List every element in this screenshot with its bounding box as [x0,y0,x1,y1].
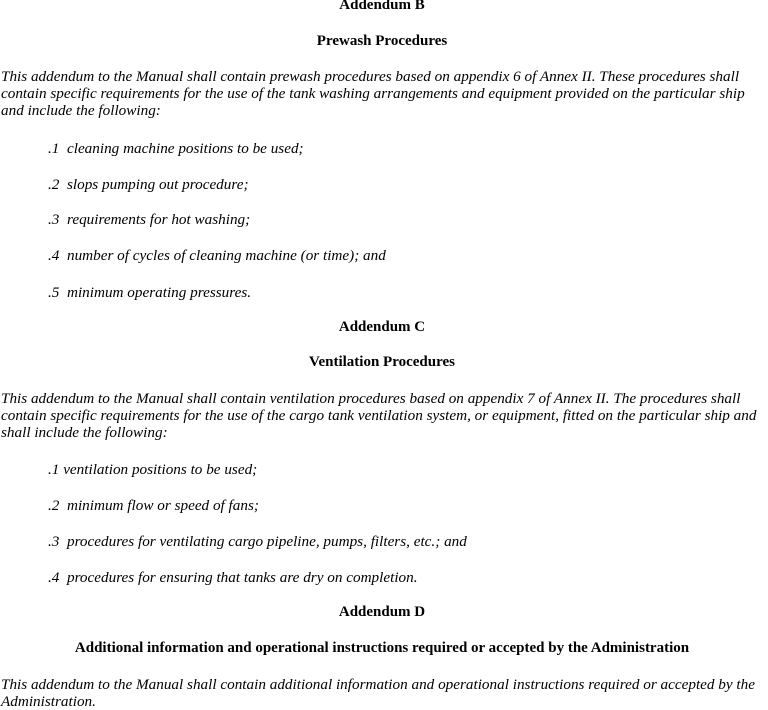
addendum-c-item-1: .1 ventilation positions to be used; [48,461,258,478]
addendum-b-item-2: .2 slops pumping out procedure; [48,176,249,193]
addendum-c-item-2: .2 minimum flow or speed of fans; [48,497,259,514]
addendum-c-item-3: .3 procedures for ventilating cargo pipeline, pumps, filters, etc.; and [48,533,467,550]
addendum-b-title: Addendum B [339,0,425,13]
addendum-c-subtitle: Ventilation Procedures [309,354,455,370]
addendum-c-title: Addendum C [338,319,426,335]
addendum-b-item-5: .5 minimum operating pressures. [48,284,252,301]
addendum-b-item-1: .1 cleaning machine positions to be used; [48,140,304,157]
addendum-b-item-4: .4 number of cycles of cleaning machine (or time); and [48,247,386,264]
addendum-c-item-4: .4 procedures for ensuring that tanks are dry on completion. [48,569,418,586]
addendum-b-intro: This addendum to the Manual shall contain prewash procedures based on appendix 6 of Annex II. These procedures shall contain specific requirements for the use of the tank washing arrangements and equipment provided on the particular ship and include the following: [1,68,745,119]
addendum-b-item-3: .3 requirements for hot washing; [48,211,251,228]
addendum-d-title: Addendum D [338,604,426,620]
addendum-d-subtitle: Additional information and operational instructions required or accepted by the Administration [74,640,690,656]
addendum-b-subtitle: Prewash Procedures [316,33,448,49]
addendum-d-intro: This addendum to the Manual shall contain additional information and operational instructions required or accepted by the Administration. [1,676,755,710]
addendum-c-intro: This addendum to the Manual shall contain ventilation procedures based on appendix 7 of Annex II. The procedures shall contain specific requirements for the use of the cargo tank ventilation system, or equipment, fitted on the particular ship and shall include the following: [1,390,757,441]
